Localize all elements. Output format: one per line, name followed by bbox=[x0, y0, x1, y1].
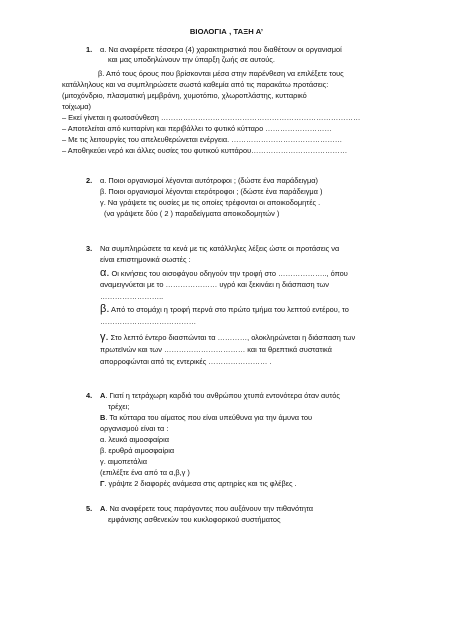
question-number: 3. bbox=[86, 244, 93, 253]
q1-part-a-line: και μας υποδηλώνουν την ύπαρξη ζωής σε αυτούς. bbox=[108, 55, 275, 64]
q1-part-b-line: β. Από τους όρους που βρίσκονται μέσα στην παρένθεση να επιλέξετε τους bbox=[98, 69, 344, 78]
q2-line: β. Ποιοι οργανισμοί λέγονται ετερότροφοι ; (δώστε ένα παράδειγμα ) bbox=[100, 187, 323, 196]
q1-fill-in-sentence: – Εκεί γίνεται η φωτοσύνθεση ……………………………………………………………………… bbox=[62, 113, 361, 122]
question-number: 2. bbox=[86, 176, 93, 185]
q1-fill-in-sentence: – Με τις λειτουργίες του απελευθερώνεται ενέργεια. ……………………………………… bbox=[62, 135, 343, 144]
q2-line: (να γράψετε δύο ( 2 ) παραδείγματα αποικοδομητών ) bbox=[104, 209, 280, 218]
part-letter: Γ bbox=[100, 479, 105, 488]
question-number: 5. bbox=[86, 504, 93, 513]
q3-item-text: Στο λεπτό έντερο διασπώνται τα …………, ολοκληρώνεται η διάσπαση των bbox=[108, 333, 356, 342]
q5-part-a bbox=[100, 504, 313, 514]
q4-option: β. ερυθρά αιμοσφαίρια bbox=[100, 446, 175, 455]
q4-part-text: . γράψτε 2 διαφορές ανάμεσα στις αρτηρίες και τις φλέβες . bbox=[104, 479, 297, 488]
q4-part-text: . Τα κύτταρα του αίματος που είναι υπεύθυνα για την άμυνα του bbox=[105, 413, 313, 422]
item-letter: β. bbox=[100, 303, 110, 315]
q4-option: γ. αιμοπετάλια bbox=[100, 457, 148, 466]
question-number: 1. bbox=[86, 45, 93, 54]
q4-line: οργανισμού είναι τα : bbox=[100, 424, 169, 433]
q3-item-text: Οι κινήσεις του οισοφάγου οδηγούν την τροφή στο ……………….., όπου bbox=[109, 269, 348, 278]
item-letter: α. bbox=[100, 267, 110, 279]
part-letter: Β bbox=[100, 413, 106, 422]
q2-line: α. Ποιοι οργανισμοί λέγονται αυτότροφοι ; (δώστε ένα παράδειγμα) bbox=[100, 176, 318, 185]
q3-item-text: Από το στομάχι η τροφή περνά στο πρώτο τμήμα του λεπτού εντέρου, το bbox=[109, 305, 349, 314]
q5-line: εμφάνισης ασθενειών του κυκλοφορικού συστήματος bbox=[108, 515, 281, 524]
q3-item-line: πρωτεϊνών και των …………………………… και τα θρεπτικά συστατικά bbox=[100, 345, 332, 354]
q1-part-a-line: α. Να αναφέρετε τέσσερα (4) χαρακτηριστικά που διαθέτουν οι οργανισμοί bbox=[100, 45, 342, 54]
q4-part-text: . Γιατί η τετράχωρη καρδιά του ανθρώπου χτυπά εντονότερα όταν αυτός bbox=[105, 391, 340, 400]
q4-part-a bbox=[100, 391, 340, 401]
q4-part-b bbox=[100, 413, 312, 423]
q3-item-a bbox=[100, 268, 348, 279]
q1-part-b-line: (μιτοχόνδριο, πλασματική μεμβράνη, χυμοτόπιο, χλωροπλάστης, κυτταρικό bbox=[62, 91, 307, 100]
q2-line: γ. Να γράψετε τις ουσίες με τις οποίες τρέφονται οι αποικοδομητές . bbox=[100, 198, 321, 207]
question-number: 4. bbox=[86, 391, 93, 400]
q4-line: τρέχει; bbox=[108, 402, 130, 411]
q3-intro-line: είναι επιστημονικά σωστές : bbox=[100, 255, 191, 264]
q3-item-line: απορροφώνται από τις εντερικές …………………… . bbox=[100, 357, 272, 366]
q3-item-line: αναμειγνύεται με το ………………… υγρό και ξεκινάει η διάσπαση των bbox=[100, 280, 329, 289]
q3-item-line: …………………….. bbox=[100, 292, 164, 301]
q1-part-b-line: τοίχωμα) bbox=[62, 102, 92, 111]
q3-item-c bbox=[100, 332, 355, 343]
q1-fill-in-sentence: – Αποθηκεύει νερό και άλλες ουσίες του φυτικού κυττάρου………………………………… bbox=[62, 146, 348, 155]
part-letter: Α bbox=[100, 391, 106, 400]
q4-part-c bbox=[100, 479, 297, 489]
q1-part-b-line: κατάλληλους και να συμπληρώσετε σωστά καθεμία από τις παρακάτω προτάσεις: bbox=[62, 80, 329, 89]
q3-intro-line: Να συμπληρώσετε τα κενά με τις κατάλληλες λέξεις ώστε οι προτάσεις να bbox=[100, 244, 340, 253]
page-title: ΒΙΟΛΟΓΙΑ , ΤΑΞΗ Α’ bbox=[189, 27, 264, 36]
q4-option: α. λευκά αιμοσφαίρια bbox=[100, 435, 170, 444]
item-letter: γ. bbox=[100, 331, 109, 343]
q3-item-line: ………………………………… bbox=[100, 317, 197, 326]
q1-fill-in-sentence: – Αποτελείται από κυτταρίνη και περιβάλλει το φυτικό κύτταρο ……………………… bbox=[62, 124, 332, 133]
part-letter: Α bbox=[100, 504, 106, 513]
q5-part-text: . Να αναφέρετε τους παράγοντες που αυξάνουν την πιθανότητα bbox=[105, 504, 314, 513]
q4-line: (επιλέξτε ένα από τα α,β,γ ) bbox=[100, 468, 190, 477]
q3-item-b bbox=[100, 304, 349, 315]
